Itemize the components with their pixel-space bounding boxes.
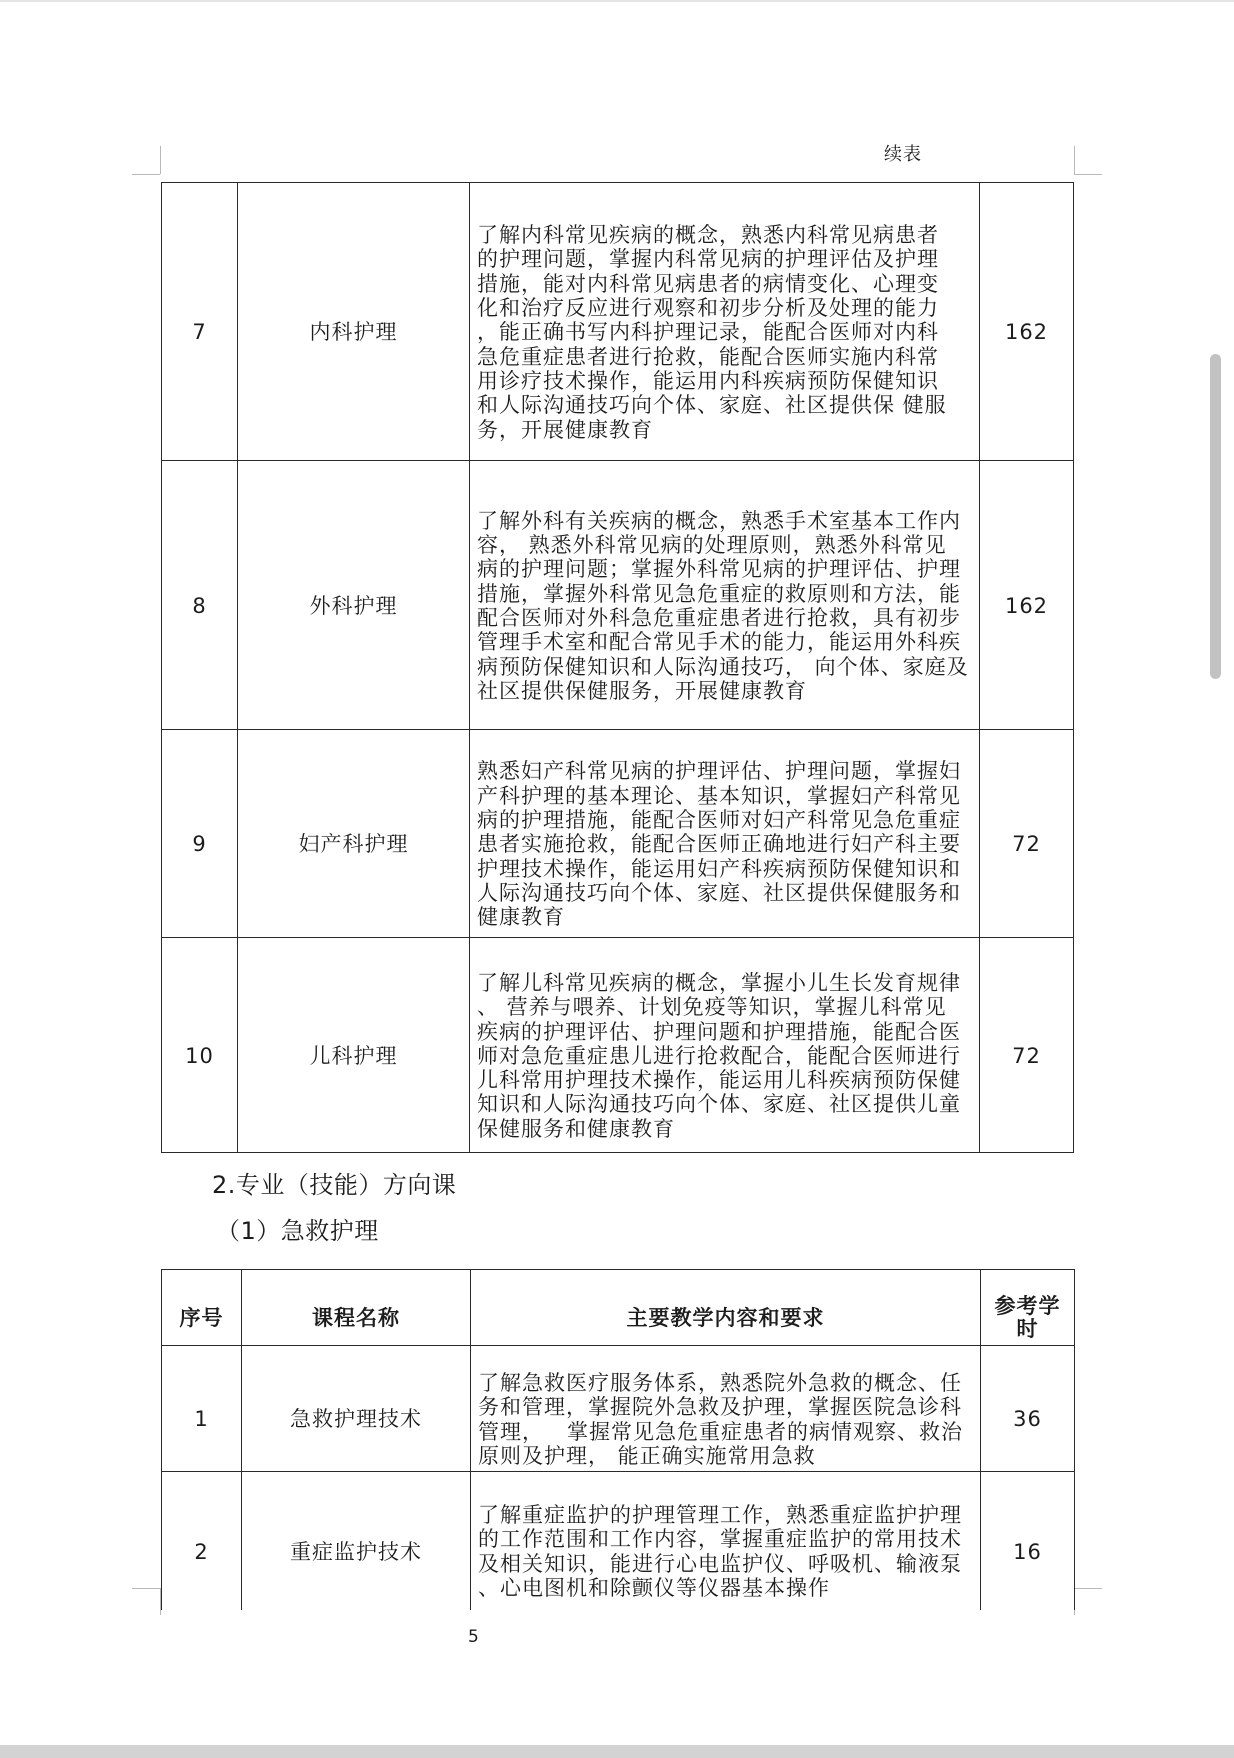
viewer-top-edge <box>0 0 1234 2</box>
content-line: 、心电图机和除颤仪等仪器基本操作 <box>478 1576 830 1601</box>
course-hours: 16 <box>1013 1539 1042 1564</box>
content-line: 的工作范围和工作内容，掌握重症监护的常用技术 <box>478 1527 962 1552</box>
course-content-cell <box>470 183 980 461</box>
table-header-row <box>162 1270 1075 1346</box>
course-name: 外科护理 <box>309 593 398 618</box>
content-line: 用诊疗技术操作，能运用内科疾病预防保健知识 <box>477 368 939 393</box>
course-number: 8 <box>192 593 207 618</box>
content-line: 社区提供保健服务，开展健康教育 <box>477 678 807 703</box>
content-line: 人际沟通技巧向个体、家庭、社区提供保健服务和 <box>477 880 961 905</box>
content-line: 化和治疗反应进行观察和初步分析及处理的能力 <box>477 296 939 321</box>
content-line: 了解内科常见疾病的概念，熟悉内科常见病患者 <box>477 223 939 248</box>
content-line: 产科护理的基本理论、基本知识，掌握妇产科常见 <box>477 783 961 808</box>
table-row <box>162 461 1074 730</box>
course-name: 急救护理技术 <box>290 1407 422 1432</box>
vertical-scrollbar-thumb[interactable] <box>1210 354 1221 679</box>
course-name-cell <box>238 461 470 730</box>
course-hours-cell <box>980 730 1074 938</box>
content-line: 了解急救医疗服务体系，熟悉院外急救的概念、任 <box>478 1370 962 1395</box>
course-number: 10 <box>185 1043 214 1068</box>
content-line: 配合医师对外科急危重症患者进行抢救，具有初步 <box>477 606 961 630</box>
content-line: 了解儿科常见疾病的概念，掌握小儿生长发育规律 <box>477 970 961 995</box>
content-line: 、 营养与喂养、计划免疫等知识，掌握儿科常见 <box>477 995 947 1020</box>
emergency-nursing-course-table <box>161 1269 1075 1610</box>
header-course-name <box>242 1270 471 1346</box>
content-line: 师对急危重症患儿进行抢救配合，能配合医师进行 <box>477 1043 961 1068</box>
content-line: 急危重症患者进行抢救，能配合医师实施内科常 <box>477 344 939 369</box>
content-line: 的护理问题，掌握内科常见病的护理评估及护理 <box>477 247 939 272</box>
content-line: 容， 熟悉外科常见病的处理原则，熟悉外科常见 <box>477 533 947 558</box>
page-number: 5 <box>468 1627 479 1647</box>
header-number <box>162 1270 242 1346</box>
content-line: 和人际沟通技巧向个体、家庭、社区提供保 健服 <box>477 393 947 418</box>
course-hours-cell <box>980 461 1074 730</box>
course-name: 儿科护理 <box>309 1043 398 1068</box>
content-line: 保健服务和健康教育 <box>477 1116 675 1141</box>
table-row <box>162 730 1074 938</box>
crop-mark-top-right-v <box>1074 146 1075 174</box>
content-line: ，能正确书写内科护理记录，能配合医师对内科 <box>477 320 939 345</box>
course-table-body <box>162 183 1074 1153</box>
course-name: 内科护理 <box>309 320 398 345</box>
table-row <box>162 938 1074 1153</box>
crop-mark-top-left-h <box>132 174 160 175</box>
course-hours: 72 <box>1012 1043 1041 1068</box>
header-hours <box>981 1270 1075 1346</box>
content-line: 务，开展健康教育 <box>477 417 653 442</box>
crop-mark-bottom-right-h <box>1074 1588 1102 1589</box>
course-hours: 162 <box>1004 320 1049 345</box>
content-line: 患者实施抢救，能配合医师正确地进行妇产科主要 <box>477 832 961 857</box>
header-number-label: 序号 <box>179 1306 224 1331</box>
course-number-cell <box>162 1346 242 1472</box>
content-line: 及相关知识，能进行心电监护仪、呼吸机、输液泵 <box>478 1551 962 1576</box>
content-line: 管理， 掌握常见急危重症患者的病情观察、救治 <box>478 1419 964 1444</box>
content-line: 熟悉妇产科常见病的护理评估、护理问题，掌握妇 <box>477 759 961 784</box>
course-name: 妇产科护理 <box>298 832 409 857</box>
course-number-cell <box>162 730 238 938</box>
course-name-cell <box>238 183 470 461</box>
header-content <box>471 1270 981 1346</box>
course-content-cell <box>470 461 980 730</box>
content-line: 护理技术操作，能运用妇产科疾病预防保健知识和 <box>477 856 961 881</box>
course-number: 1 <box>194 1407 209 1432</box>
course-hours-cell <box>980 938 1074 1153</box>
course-hours: 72 <box>1012 832 1041 857</box>
course-hours-cell <box>981 1472 1075 1610</box>
content-line: 了解外科有关疾病的概念，熟悉手术室基本工作内 <box>477 508 961 533</box>
course-name-cell <box>238 730 470 938</box>
content-line: 疾病的护理评估、护理问题和护理措施，能配合医 <box>477 1019 961 1044</box>
continued-table-label: 续表 <box>884 144 922 165</box>
content-line: 病的护理问题；掌握外科常见病的护理评估、护理 <box>477 557 961 582</box>
content-line: 病的护理措施，能配合医师对妇产科常见急危重症 <box>477 808 961 833</box>
course-content-cell <box>471 1346 981 1472</box>
course-hours: 36 <box>1013 1407 1042 1432</box>
header-content-label: 主要教学内容和要求 <box>626 1306 825 1331</box>
header-hours-label: 参考学时 <box>994 1294 1061 1342</box>
table-header <box>162 1270 1075 1346</box>
table-row <box>162 183 1074 461</box>
course-hours-cell <box>981 1346 1075 1472</box>
content-line: 措施，掌握外科常见急危重症的救原则和方法，能 <box>477 581 961 606</box>
course-table-continued <box>161 182 1074 1153</box>
course-table-body <box>162 1346 1075 1610</box>
crop-mark-bottom-left-h <box>132 1588 160 1589</box>
section-heading: 2.专业（技能）方向课 <box>212 1171 457 1199</box>
course-content-cell <box>471 1472 981 1610</box>
course-name-cell <box>242 1346 471 1472</box>
course-content-cell <box>470 730 980 938</box>
course-hours: 162 <box>1004 593 1049 618</box>
viewer-bottom-bar <box>0 1745 1234 1758</box>
content-line: 儿科常用护理技术操作，能运用儿科疾病预防保健 <box>477 1068 961 1093</box>
content-line: 病预防保健知识和人际沟通技巧， 向个体、家庭及 <box>477 654 969 679</box>
course-number: 2 <box>194 1539 209 1564</box>
header-course-name-label: 课程名称 <box>312 1306 400 1331</box>
course-number: 9 <box>192 832 207 857</box>
table-row <box>162 1472 1075 1610</box>
crop-mark-top-left-v <box>160 146 161 174</box>
content-line: 措施，能对内科常见病患者的病情变化、心理变 <box>477 271 939 296</box>
course-content-cell <box>470 938 980 1153</box>
section-subheading: （1）急救护理 <box>216 1217 379 1245</box>
course-number-cell <box>162 1472 242 1610</box>
content-line: 原则及护理， 能正确实施常用急救 <box>478 1443 816 1468</box>
course-number-cell <box>162 183 238 461</box>
course-number: 7 <box>192 320 207 345</box>
course-name-cell <box>238 938 470 1153</box>
course-number-cell <box>162 938 238 1153</box>
course-hours-cell <box>980 183 1074 461</box>
course-name: 重症监护技术 <box>290 1539 422 1564</box>
course-number-cell <box>162 461 238 730</box>
content-line: 务和管理，掌握院外急救及护理，掌握医院急诊科 <box>478 1395 962 1420</box>
content-line: 管理手术室和配合常见手术的能力，能运用外科疾 <box>477 630 961 655</box>
content-line: 了解重症监护的护理管理工作，熟悉重症监护护理 <box>478 1503 962 1528</box>
course-name-cell <box>242 1472 471 1610</box>
table-row <box>162 1346 1075 1472</box>
crop-mark-top-right-h <box>1074 174 1102 175</box>
content-line: 健康教育 <box>477 905 565 930</box>
content-line: 知识和人际沟通技巧向个体、家庭、社区提供儿童 <box>477 1092 961 1117</box>
